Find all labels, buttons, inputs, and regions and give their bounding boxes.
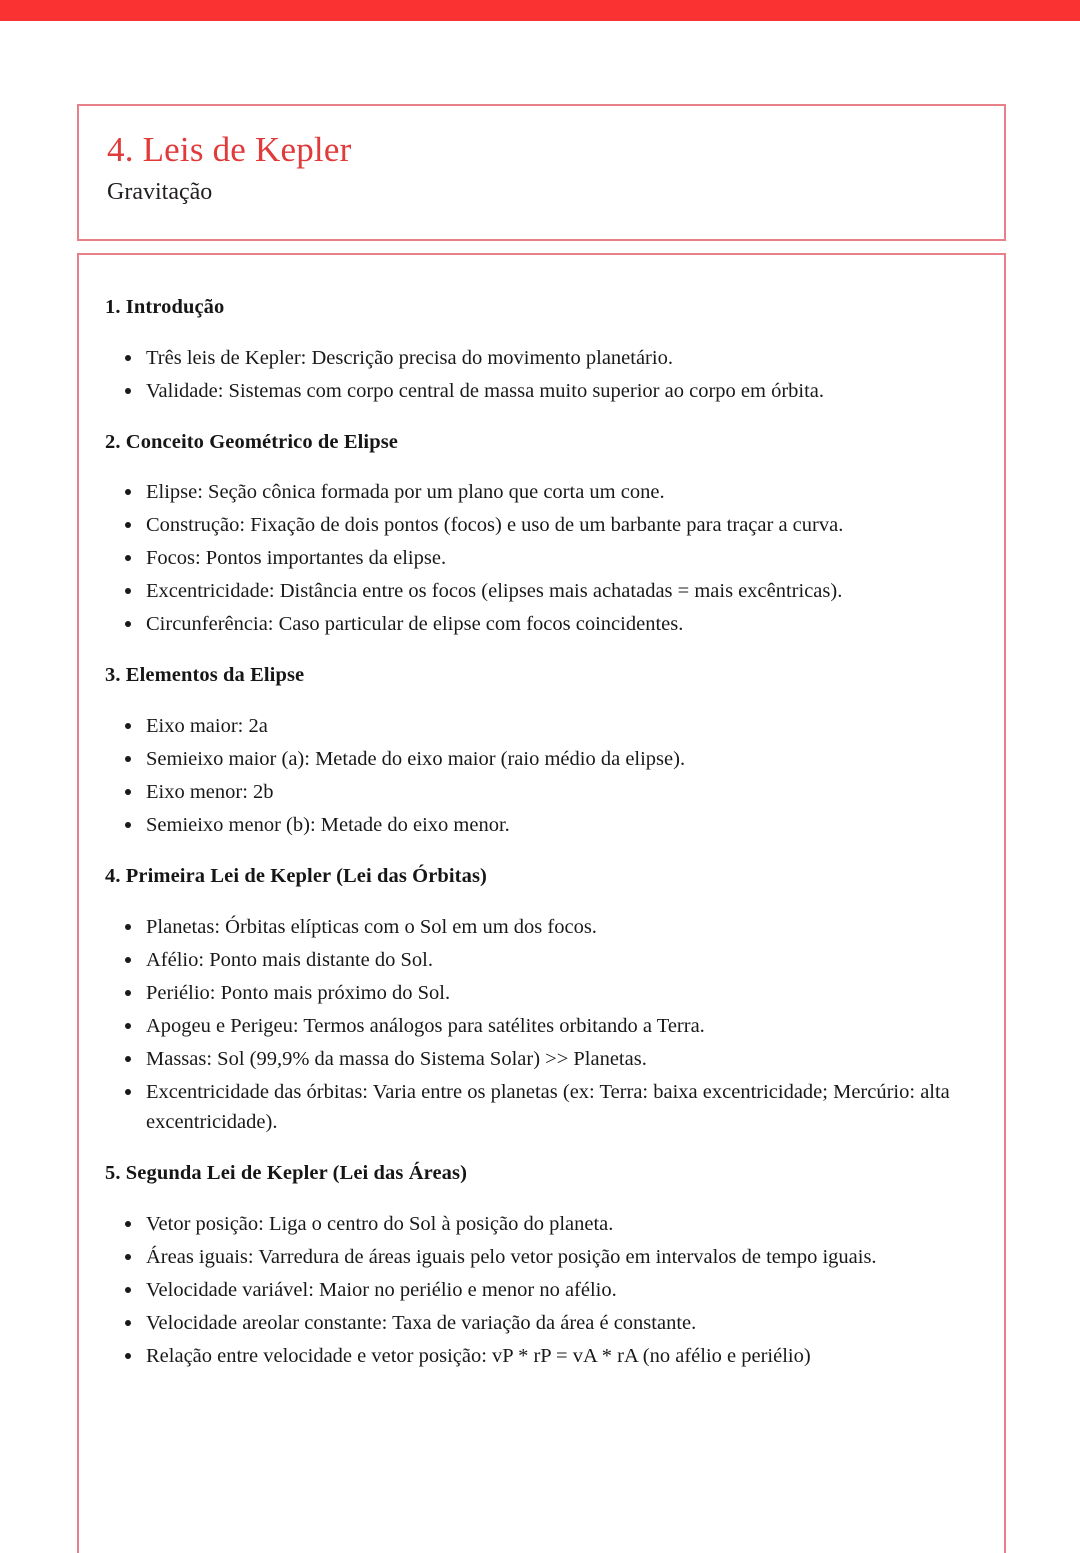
section-bullet-list xyxy=(105,711,978,840)
section-bullet-list xyxy=(105,477,978,639)
list-item: Construção: Fixação de dois pontos (focos) e uso de um barbante para traçar a curva. xyxy=(124,510,978,540)
list-item: Excentricidade das órbitas: Varia entre os planetas (ex: Terra: baixa excentricidade; Mercúrio: alta excentricidade). xyxy=(124,1077,978,1137)
section-3 xyxy=(105,663,978,840)
list-item: Massas: Sol (99,9% da massa do Sistema Solar) >> Planetas. xyxy=(124,1044,978,1074)
list-item: Velocidade variável: Maior no periélio e menor no afélio. xyxy=(124,1275,978,1305)
list-item: Focos: Pontos importantes da elipse. xyxy=(124,543,978,573)
section-bullet-list xyxy=(105,912,978,1137)
list-item: Semieixo maior (a): Metade do eixo maior (raio médio da elipse). xyxy=(124,744,978,774)
list-item: Semieixo menor (b): Metade do eixo menor. xyxy=(124,810,978,840)
list-item: Validade: Sistemas com corpo central de massa muito superior ao corpo em órbita. xyxy=(124,376,978,406)
list-item: Periélio: Ponto mais próximo do Sol. xyxy=(124,978,978,1008)
list-item: Três leis de Kepler: Descrição precisa do movimento planetário. xyxy=(124,343,978,373)
list-item: Afélio: Ponto mais distante do Sol. xyxy=(124,945,978,975)
list-item: Excentricidade: Distância entre os focos (elipses mais achatadas = mais excêntricas). xyxy=(124,576,978,606)
section-heading: 4. Primeira Lei de Kepler (Lei das Órbitas) xyxy=(105,865,487,888)
list-item: Apogeu e Perigeu: Termos análogos para satélites orbitando a Terra. xyxy=(124,1011,978,1041)
page-title: 4. Leis de Kepler xyxy=(107,130,352,169)
document-body-card xyxy=(77,253,1006,1553)
document-page xyxy=(0,21,1080,1528)
list-item: Relação entre velocidade e vetor posição: vP * rP = vA * rA (no afélio e periélio) xyxy=(124,1341,978,1371)
section-heading: 5. Segunda Lei de Kepler (Lei das Áreas) xyxy=(105,1162,467,1185)
list-item: Vetor posição: Liga o centro do Sol à posição do planeta. xyxy=(124,1209,978,1239)
list-item: Velocidade areolar constante: Taxa de variação da área é constante. xyxy=(124,1308,978,1338)
section-1 xyxy=(105,295,978,406)
list-item: Elipse: Seção cônica formada por um plano que corta um cone. xyxy=(124,477,978,507)
list-item: Eixo menor: 2b xyxy=(124,777,978,807)
section-heading: 1. Introdução xyxy=(105,296,225,318)
list-item: Áreas iguais: Varredura de áreas iguais pelo vetor posição em intervalos de tempo iguais. xyxy=(124,1242,978,1272)
section-5 xyxy=(105,1161,978,1371)
top-accent-bar xyxy=(0,0,1080,21)
list-item: Circunferência: Caso particular de elipse com focos coincidentes. xyxy=(124,609,978,639)
list-item: Planetas: Órbitas elípticas com o Sol em um dos focos. xyxy=(124,912,978,942)
section-heading: 3. Elementos da Elipse xyxy=(105,664,305,687)
page-subtitle: Gravitação xyxy=(107,179,213,206)
section-heading: 2. Conceito Geométrico de Elipse xyxy=(105,430,398,453)
document-header-card xyxy=(77,104,1006,241)
section-4 xyxy=(105,864,978,1137)
section-2 xyxy=(105,430,978,640)
list-item: Eixo maior: 2a xyxy=(124,711,978,741)
section-bullet-list xyxy=(105,1209,978,1371)
section-bullet-list xyxy=(105,343,978,406)
